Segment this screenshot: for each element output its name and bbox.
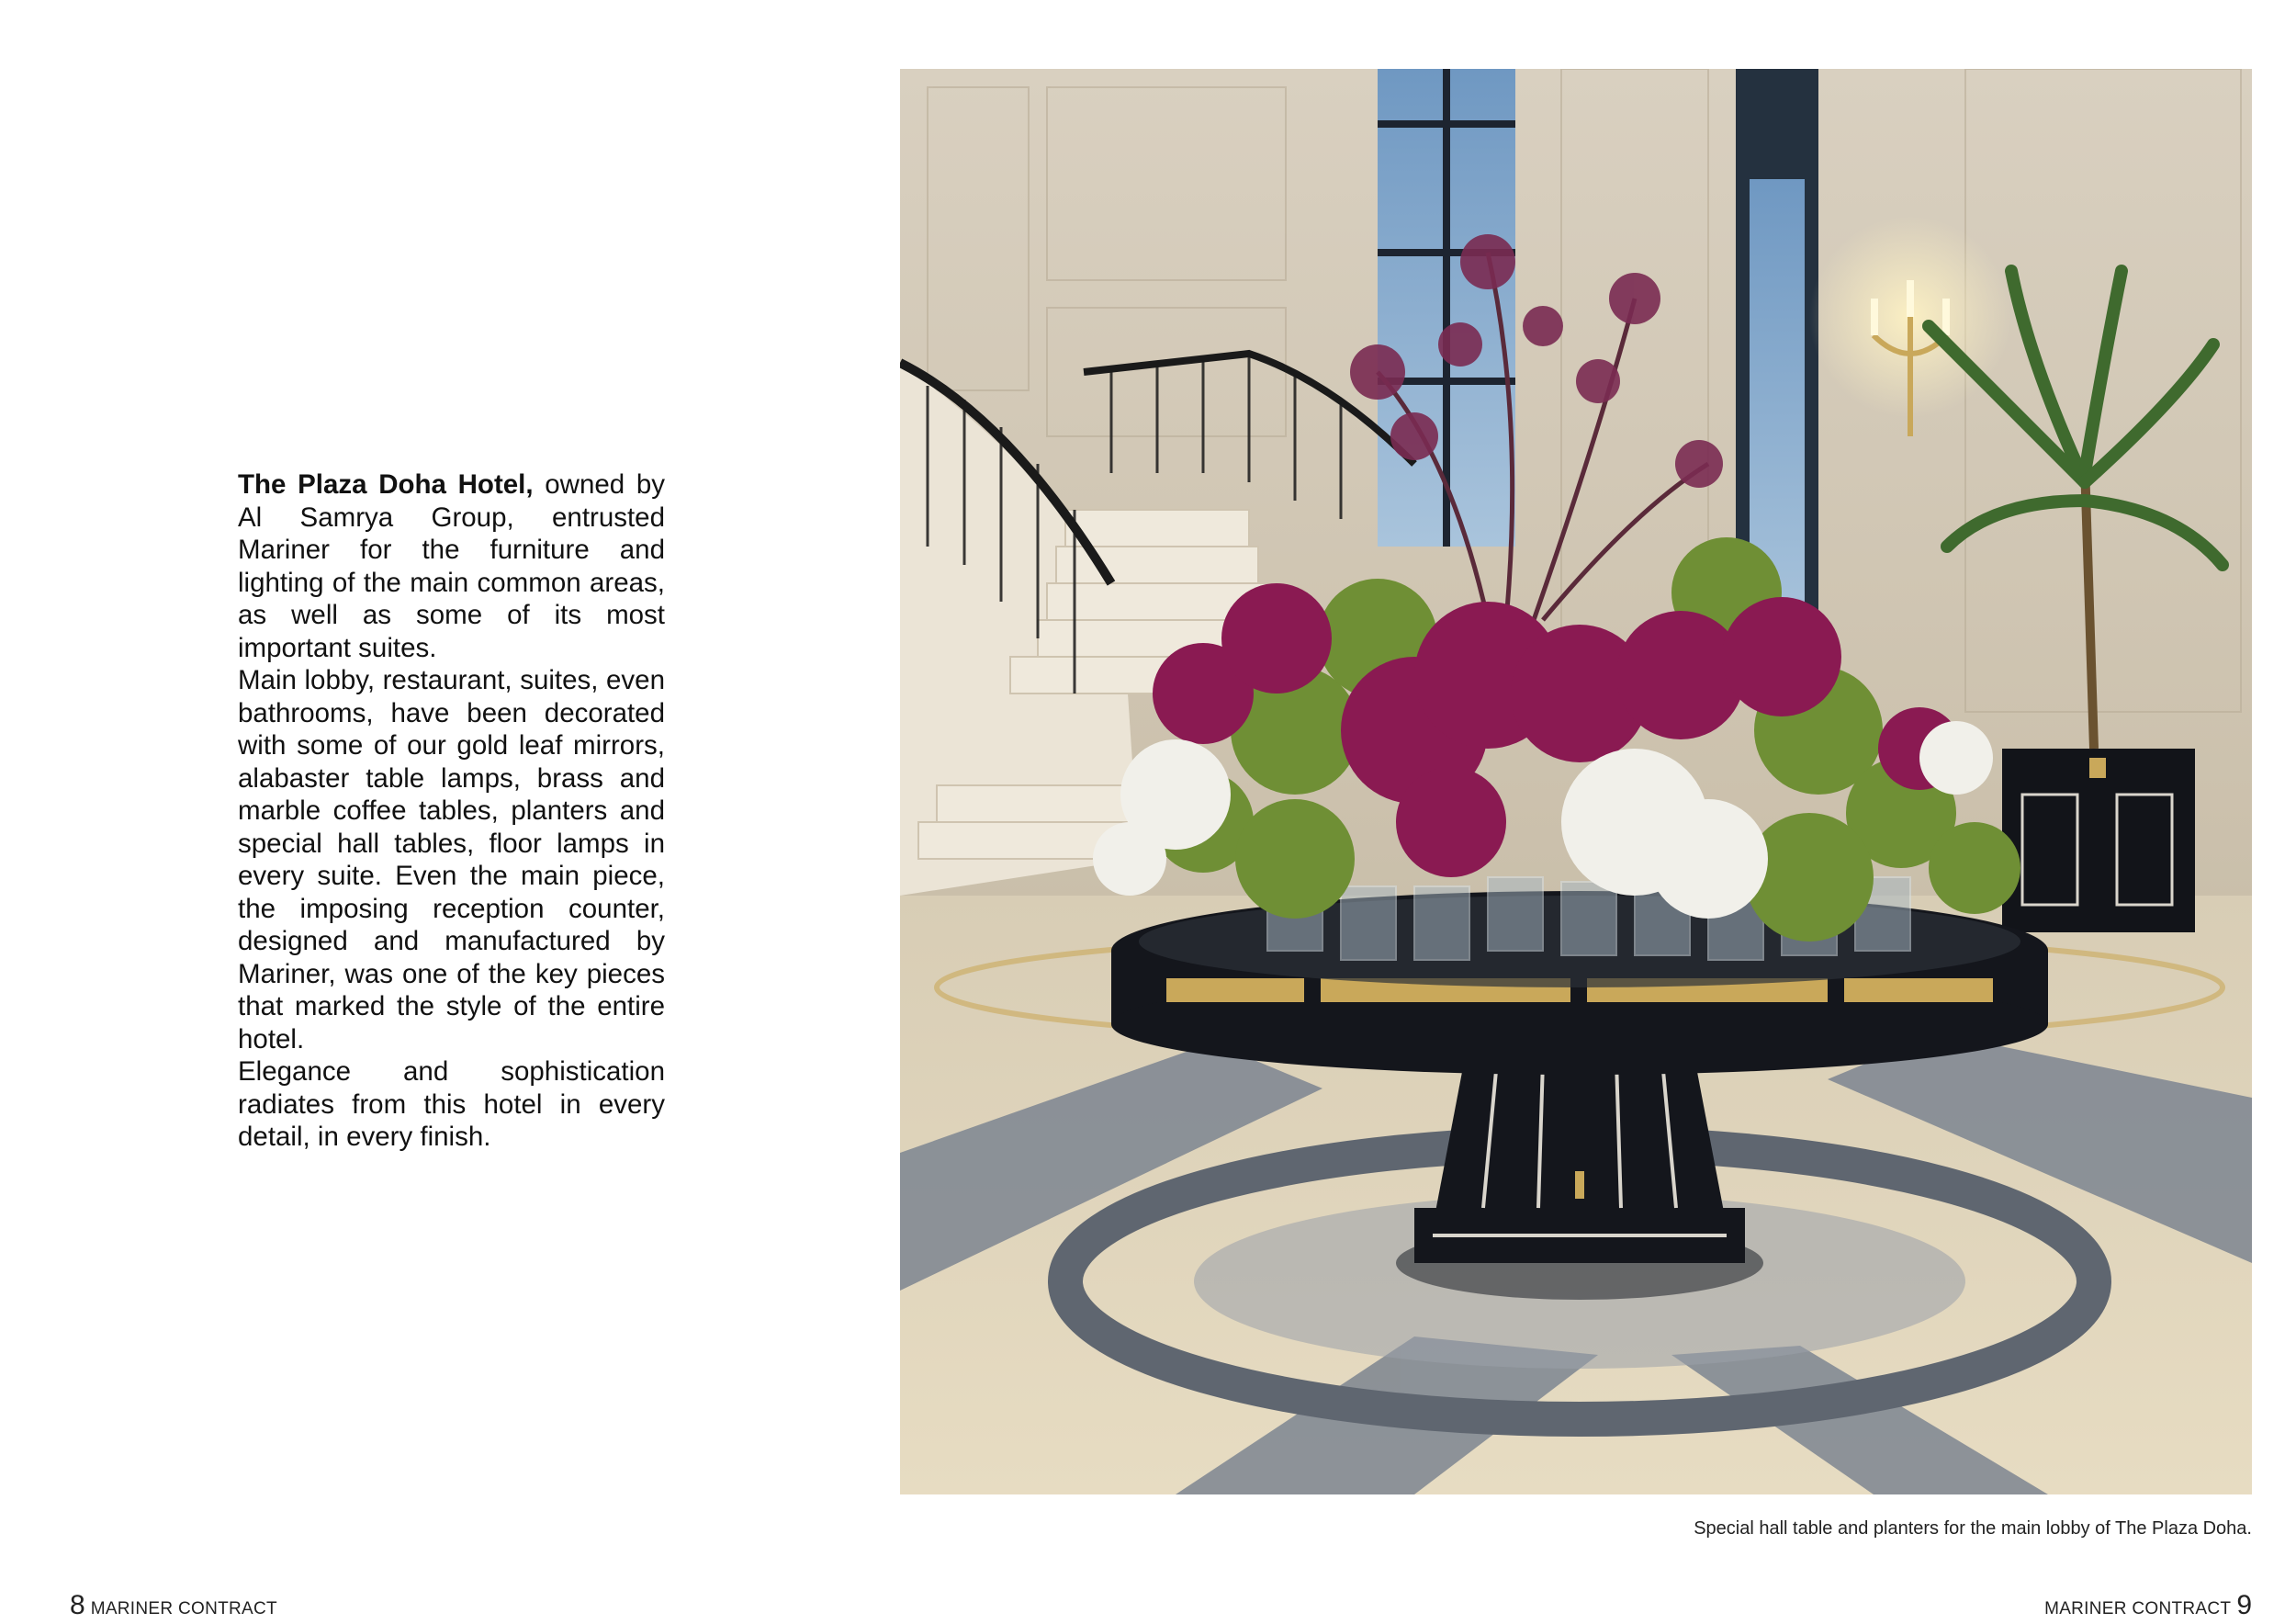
footer-label-right: MARINER CONTRACT	[2044, 1599, 2232, 1618]
lobby-illustration	[900, 69, 2252, 1494]
footer-label-left: MARINER CONTRACT	[90, 1599, 277, 1618]
photo-caption: Special hall table and planters for the main lobby of The Plaza Doha.	[1694, 1518, 2252, 1539]
paragraph-intro	[238, 468, 665, 664]
page-number-left: 8	[70, 1590, 85, 1620]
paragraph-decoration: Main lobby, restaurant, suites, even bathrooms, have been decorated with some of our gold leaf mirrors, alabaster table lamps, brass and marble coffee tables, planters and special hall tables, floor lamps in every suite. Even the main piece, the imposing reception counter, designed and manufactured by Mariner, was one of the key pieces that marked the style of the entire hotel.	[238, 665, 665, 1054]
hotel-name: The Plaza Doha Hotel,	[238, 469, 534, 500]
lobby-photo	[900, 69, 2252, 1494]
footer-right	[2044, 1590, 2252, 1621]
page-number-right: 9	[2236, 1590, 2252, 1620]
paragraph-elegance: Elegance and sophistication radiates from this hotel in every detail, in every finish.	[238, 1056, 665, 1152]
hotel-description	[238, 468, 665, 1154]
intro-text: owned by Al Samrya Group, entrusted Mariner for the furniture and lighting of the main common areas, as well as some of its most important suites.	[238, 469, 665, 663]
footer-left	[70, 1590, 277, 1621]
